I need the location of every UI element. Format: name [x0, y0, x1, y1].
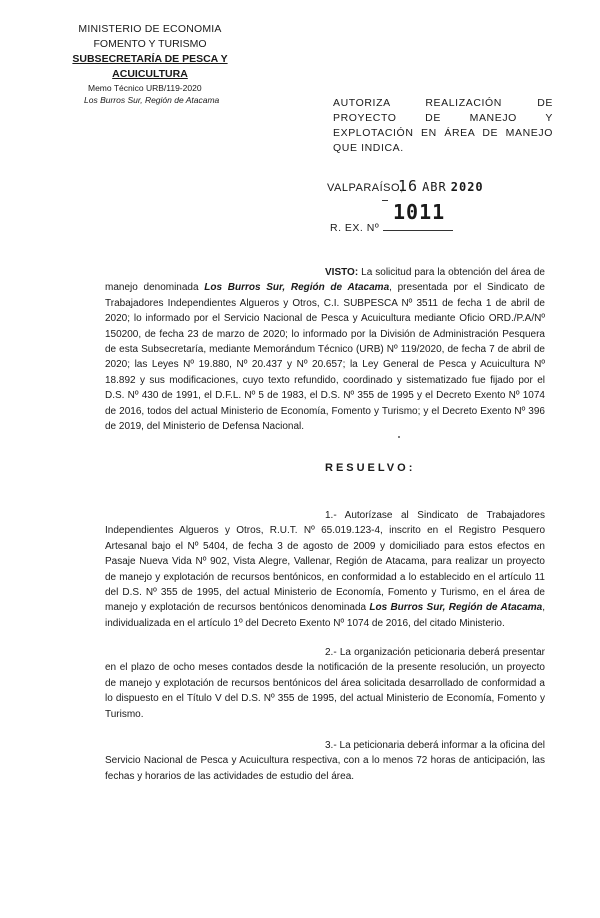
scan-speck	[398, 436, 400, 438]
article-1-text-1: 1.- Autorízase al Sindicato de Trabajadores Independientes Algueros y Otros, R.U.T. Nº 65.019.123-4, inscrito en el Registro Pesquero Artesanal bajo el Nº 5404, de fecha 3 de agosto de 2009 y domiciliado para estos efectos en Pasaje Nueva Vida Nº 902, Vista Alegre, Vallenar, Región de Atacama, para realizar un proyecto de manejo y explotación de recursos bentónicos, en conformidad a lo establecido en el artículo 11 del D.S. Nº 355 de 1995, del actual Ministerio de Economía, Fomento y Turismo, en el área de manejo y explotación de recursos bentónicos denominada	[105, 510, 545, 614]
date-month: ABR	[422, 180, 447, 194]
article-1-text-2: , individualizada en el artículo 1º del Decreto Exento Nº 1074 de 2016, del citado Ministerio.	[105, 602, 545, 629]
document-title: AUTORIZA REALIZACIÓN DE PROYECTO DE MANEJO Y EXPLOTACIÓN EN ÁREA DE MANEJO QUE INDICA.	[333, 97, 553, 154]
date-year: 2020	[450, 180, 484, 194]
resuelvo-heading: RESUELVO:	[325, 462, 416, 474]
article-1-area-name: Los Burros Sur, Región de Atacama	[369, 602, 543, 614]
resolution-number: 1011	[393, 200, 446, 224]
date-day: 16	[398, 177, 419, 195]
article-2-text: 2.- La organización peticionaria deberá presentar en el plazo de ocho meses contados desde la notificación de la presente resolución, un proyecto de manejo y explotación de recursos bentónicos del área solicitada desarrollado de conformidad a lo dispuesto en el Título V del D.S. Nº 355 de 1995, del actual Ministerio de Economía, Fomento y Turismo.	[105, 647, 545, 720]
memo-reference: Memo Técnico URB/119-2020	[88, 83, 202, 93]
area-reference: Los Burros Sur, Región de Atacama	[84, 95, 220, 105]
ministry-name: MINISTERIO DE ECONOMIA	[78, 23, 222, 35]
resolution-line	[383, 220, 453, 231]
visto-area-name: Los Burros Sur, Región de Atacama	[204, 282, 390, 294]
article-3-text: 3.- La peticionaria deberá informar a la oficina del Servicio Nacional de Pesca y Acuicultura respectiva, con a lo menos 72 horas de anticipación, las fechas y horarios de las actividades de estudio del área.	[105, 740, 545, 782]
place-label: VALPARAÍSO,	[327, 182, 404, 194]
stamp-date	[398, 177, 484, 195]
visto-text-1: La solicitud para la obtención del área de manejo denominada	[105, 267, 545, 294]
divider	[382, 200, 388, 201]
article-3	[105, 738, 545, 784]
article-2	[105, 645, 545, 722]
visto-label: VISTO:	[325, 267, 359, 278]
ministry-subtitle: FOMENTO Y TURISMO	[93, 38, 207, 50]
resolution-label-row	[330, 220, 453, 234]
visto-paragraph	[105, 265, 545, 434]
article-1	[105, 508, 545, 631]
resolution-label: R. EX. Nº	[330, 222, 380, 234]
letterhead	[40, 22, 260, 106]
visto-text-2: , presentada por el Sindicato de Trabajadores Independientes Algueros y Otros, C.I. SUBPESCA Nº 3511 de fecha 1 de abril de 2020; lo informado por el Servicio Nacional de Pesca y Acuicultura mediante Oficio ORD./P.A/Nº 150200, de fecha 23 de marzo de 2020; lo informado por la División de Administración Pesquera de esta Subsecretaría, mediante Memorándum Técnico (URB) Nº 119/2020, de fecha 7 de abril de 2020; las Leyes Nº 19.880, Nº 20.437 y Nº 20.657; la Ley General de Pesca y Acuicultura Nº 18.892 y sus modificaciones, cuyo texto refundido, coordinado y sistematizado fue fijado por el D.S. Nº 430 de 1991, el D.F.L. Nº 5 de 1983, el D.S. Nº 355 de 1995 y el Decreto Exento Nº 1074 de 2016, todos del actual Ministerio de Economía, Fomento y Turismo; y el Decreto Exento Nº 396 de 2019, del Ministerio de Defensa Nacional.	[105, 282, 545, 433]
subsecretariat-name: SUBSECRETARÍA DE PESCA Y ACUICULTURA	[72, 53, 228, 80]
